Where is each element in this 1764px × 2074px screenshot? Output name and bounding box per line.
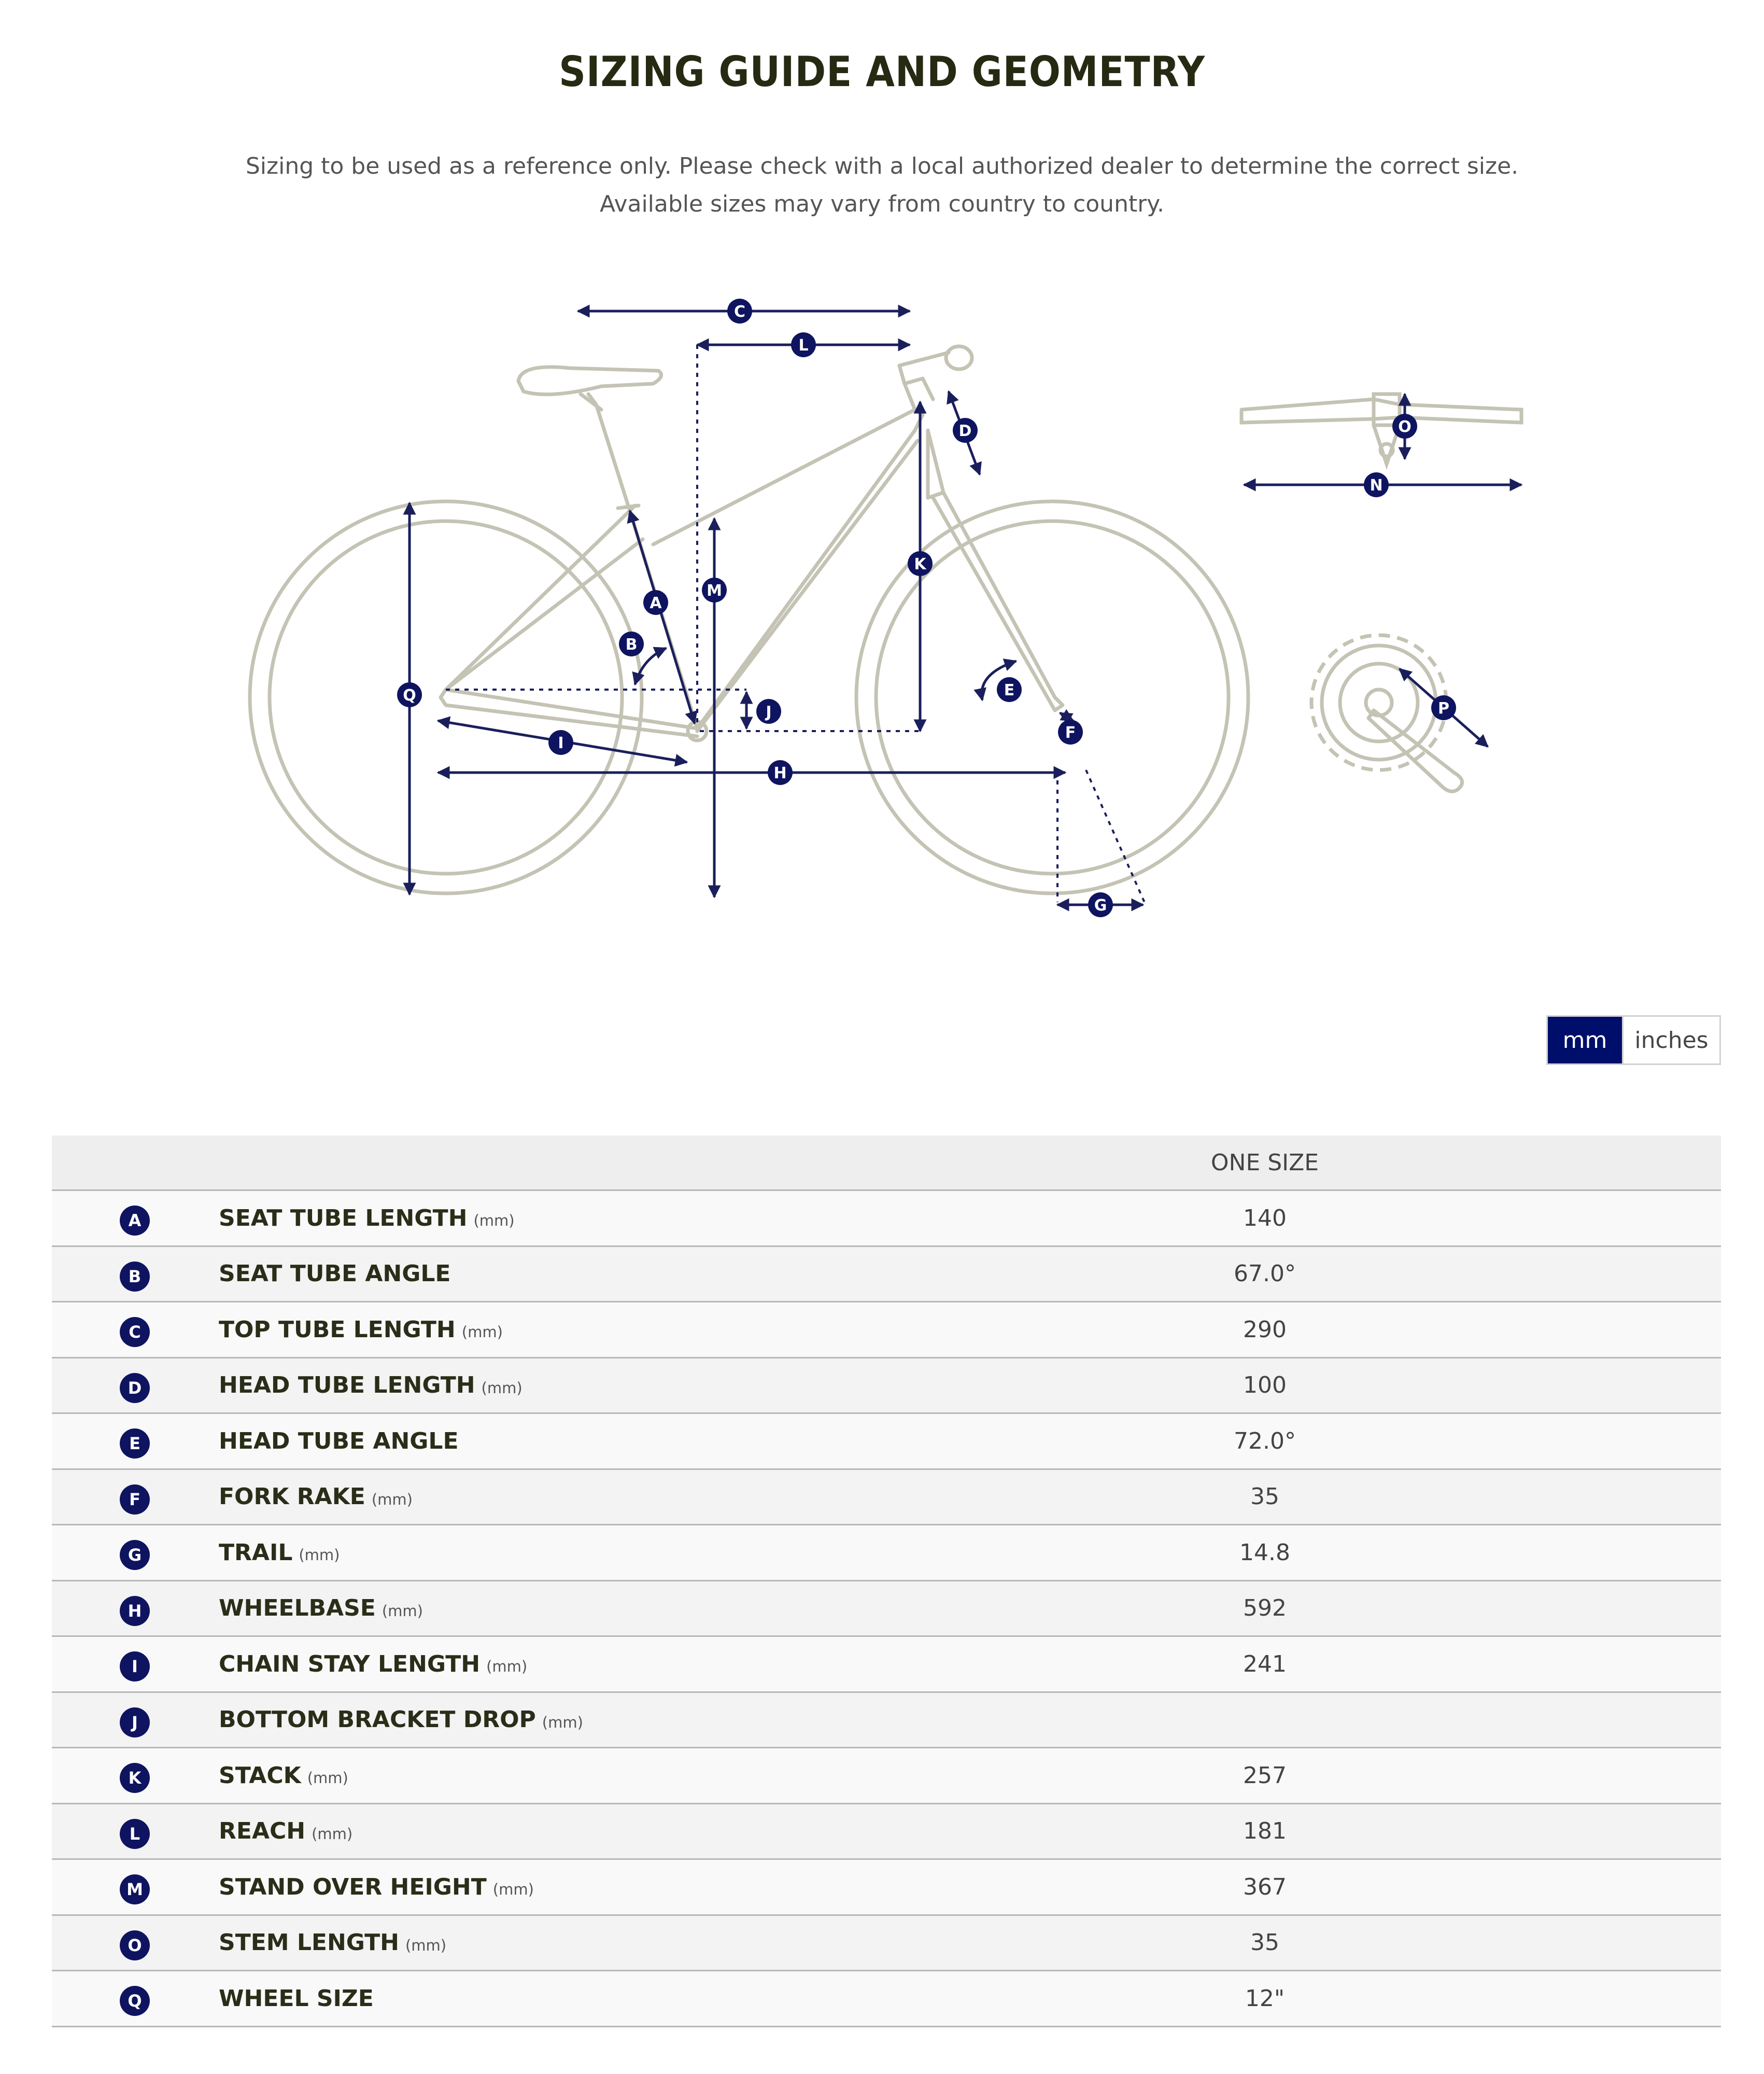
marker-m [702, 578, 727, 602]
svg-text:B: B [625, 636, 638, 654]
dimension-markers [397, 299, 1456, 917]
dimension-label: SEAT TUBE ANGLE [219, 1260, 451, 1287]
dimension-value: 290 [1243, 1316, 1287, 1343]
table-row [52, 1358, 1721, 1414]
svg-text:J: J [766, 703, 772, 721]
table-header [52, 1136, 1721, 1191]
dimension-value: 12" [1245, 1985, 1285, 2012]
table-row [52, 1470, 1721, 1526]
dimension-key-badge: B [120, 1262, 150, 1292]
marker-b [619, 632, 644, 656]
marker-n [1364, 472, 1389, 497]
dimension-value: 67.0° [1234, 1260, 1296, 1287]
bike-outline [250, 346, 1248, 893]
marker-o [1392, 414, 1417, 439]
svg-text:C: C [733, 303, 746, 321]
marker-q [397, 682, 422, 707]
dimension-unit: (mm) [492, 1881, 534, 1898]
table-row [52, 1693, 1721, 1749]
dimension-label-cell [219, 1748, 348, 1802]
dimension-value: 181 [1243, 1818, 1287, 1844]
dimension-value [1161, 1693, 1368, 1747]
dimension-label: SEAT TUBE LENGTH [219, 1204, 468, 1231]
svg-text:D: D [958, 422, 972, 440]
dimension-label: BOTTOM BRACKET DROP [219, 1706, 536, 1733]
unit-toggle [1546, 1015, 1721, 1065]
dimension-key-badge: H [120, 1596, 150, 1626]
marker-a [643, 590, 668, 615]
dimension-label-cell [219, 1470, 413, 1524]
dimension-label: WHEELBASE [219, 1595, 376, 1621]
dimension-label-cell [219, 1302, 503, 1356]
sizing-disclaimer: Sizing to be used as a reference only. Please check with a local authorized dealer to determine the correct size. [245, 153, 1519, 179]
dimension-key-badge: M [120, 1874, 150, 1904]
svg-text:M: M [707, 582, 722, 600]
size-column-header: ONE SIZE [1210, 1149, 1319, 1176]
marker-p [1431, 695, 1456, 720]
svg-text:H: H [773, 764, 787, 782]
dimension-label-cell [219, 1247, 450, 1301]
table-row [52, 1637, 1721, 1693]
marker-f [1058, 720, 1083, 745]
svg-text:E: E [1004, 681, 1015, 699]
dimension-label: STACK [219, 1762, 301, 1789]
marker-k [908, 551, 933, 576]
geometry-table [52, 1136, 1721, 2027]
table-row [52, 1804, 1721, 1860]
dimension-label-cell [219, 1358, 523, 1412]
dimension-key-badge: E [120, 1428, 150, 1459]
dimension-label-cell [219, 1860, 534, 1914]
dimension-label: STEM LENGTH [219, 1929, 399, 1956]
dimension-value: 100 [1243, 1372, 1287, 1398]
geometry-diagram [0, 0, 1764, 959]
dimension-unit: (mm) [542, 1713, 583, 1731]
svg-text:F: F [1065, 724, 1076, 742]
dimension-label-cell [219, 1804, 352, 1858]
dimension-unit: (mm) [371, 1490, 413, 1508]
dimension-value: 257 [1243, 1762, 1287, 1789]
dimension-value: 367 [1243, 1873, 1287, 1900]
dimension-label: WHEEL SIZE [219, 1985, 374, 2012]
table-row [52, 1414, 1721, 1470]
dimension-label-cell [219, 1581, 423, 1635]
dimension-value: 35 [1250, 1929, 1279, 1956]
marker-i [548, 730, 573, 755]
table-row [52, 1191, 1721, 1247]
handlebar-top-view [1241, 394, 1521, 464]
table-row [52, 1525, 1721, 1581]
marker-e [997, 677, 1022, 702]
svg-text:A: A [650, 594, 662, 612]
dimension-label-cell [219, 1693, 583, 1747]
table-row [52, 1581, 1721, 1637]
page-title: SIZING GUIDE AND GEOMETRY [559, 48, 1205, 96]
table-row [52, 1247, 1721, 1303]
dimension-value: 241 [1243, 1650, 1287, 1677]
table-row [52, 1748, 1721, 1804]
dimension-unit: (mm) [307, 1769, 348, 1787]
dimension-label: CHAIN STAY LENGTH [219, 1650, 481, 1677]
dimension-label-cell [219, 1414, 459, 1468]
dimension-unit: (mm) [405, 1936, 447, 1954]
svg-text:N: N [1370, 477, 1383, 495]
table-row [52, 1302, 1721, 1358]
dimension-label-cell [219, 1971, 374, 2025]
dimension-unit: (mm) [299, 1546, 340, 1564]
unit-mm-button[interactable]: mm [1548, 1017, 1622, 1063]
svg-text:P: P [1438, 699, 1449, 718]
dimension-key-badge: J [120, 1707, 150, 1737]
dimension-label-cell [219, 1191, 515, 1245]
svg-text:K: K [914, 555, 926, 573]
dimension-unit: (mm) [473, 1212, 515, 1229]
dimension-key-badge: G [120, 1540, 150, 1570]
dimension-value: 14.8 [1239, 1539, 1290, 1566]
marker-h [768, 760, 793, 785]
dimension-key-badge: O [120, 1930, 150, 1960]
dimension-label: TOP TUBE LENGTH [219, 1316, 456, 1343]
dimension-key-badge: Q [120, 1986, 150, 2016]
dimension-key-badge: F [120, 1484, 150, 1515]
dimension-label: REACH [219, 1818, 306, 1844]
dimension-value: 140 [1243, 1204, 1287, 1231]
dimension-value: 592 [1243, 1595, 1287, 1621]
dimension-unit: (mm) [461, 1323, 503, 1341]
reference-lines [446, 345, 1146, 905]
dimension-label-cell [219, 1525, 340, 1579]
dimension-key-badge: L [120, 1819, 150, 1849]
dimension-label: HEAD TUBE ANGLE [219, 1427, 459, 1454]
dimension-label: STAND OVER HEIGHT [219, 1873, 487, 1900]
dimension-label: TRAIL [219, 1539, 293, 1566]
dimension-value: 35 [1250, 1483, 1279, 1510]
dimension-key-badge: D [120, 1373, 150, 1403]
dimension-unit: (mm) [382, 1602, 423, 1620]
marker-d [953, 418, 978, 443]
table-row [52, 1971, 1721, 2027]
table-body [52, 1191, 1721, 2027]
svg-text:I: I [558, 734, 564, 752]
table-row [52, 1860, 1721, 1916]
dimension-key-badge: A [120, 1206, 150, 1236]
dimension-unit: (mm) [486, 1658, 528, 1675]
unit-inches-button[interactable]: inches [1622, 1017, 1719, 1063]
dimension-label: FORK RAKE [219, 1483, 365, 1510]
dimension-unit: (mm) [481, 1379, 523, 1397]
availability-note: Available sizes may vary from country to country. [599, 191, 1165, 217]
dimension-label: HEAD TUBE LENGTH [219, 1372, 475, 1398]
svg-text:Q: Q [403, 686, 416, 705]
marker-g [1088, 892, 1113, 917]
dimension-key-badge: K [120, 1763, 150, 1793]
marker-c [727, 299, 752, 324]
marker-j [756, 699, 781, 724]
svg-text:O: O [1398, 418, 1412, 436]
table-row [52, 1916, 1721, 1972]
dimension-label-cell [219, 1916, 446, 1970]
dimension-key-badge: I [120, 1651, 150, 1681]
dimension-label-cell [219, 1637, 527, 1691]
dimension-value: 72.0° [1234, 1427, 1296, 1454]
svg-text:G: G [1094, 896, 1107, 915]
dimension-unit: (mm) [312, 1825, 353, 1843]
svg-text:L: L [798, 337, 809, 355]
marker-l [791, 332, 816, 357]
dimension-key-badge: C [120, 1317, 150, 1347]
